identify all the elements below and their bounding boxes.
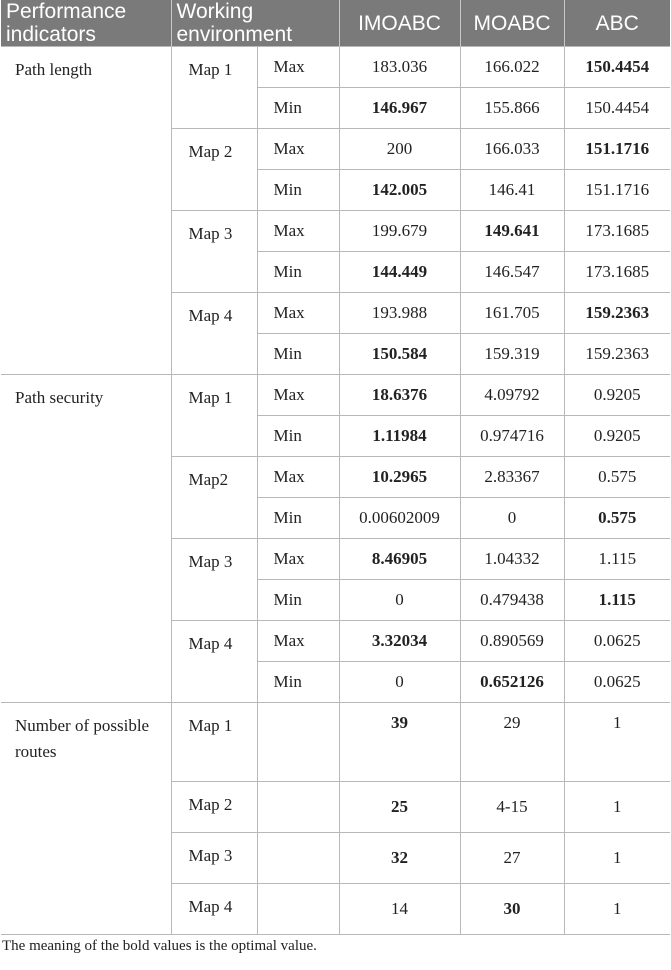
value-cell-abc: 0.575 <box>564 498 670 539</box>
map-cell: Map 2 <box>171 129 257 211</box>
header-performance-indicators: Performance indicators <box>1 0 171 47</box>
value-cell-imoabc: 3.32034 <box>339 621 460 662</box>
value-cell-moabc: 166.022 <box>460 47 564 88</box>
value-cell-abc: 1 <box>564 703 670 782</box>
indicator-cell: Path security <box>1 375 171 703</box>
value-cell-abc: 173.1685 <box>564 211 670 252</box>
value-cell-moabc: 0.652126 <box>460 662 564 703</box>
stat-cell: Min <box>257 170 339 211</box>
value-cell-moabc: 146.41 <box>460 170 564 211</box>
header-row <box>1 0 670 47</box>
value-cell-abc: 0.9205 <box>564 375 670 416</box>
value-cell-imoabc: 14 <box>339 884 460 935</box>
value-cell-moabc: 29 <box>460 703 564 782</box>
stat-cell: Max <box>257 293 339 334</box>
value-cell-abc: 0.9205 <box>564 416 670 457</box>
value-cell-abc: 159.2363 <box>564 334 670 375</box>
value-cell-moabc: 2.83367 <box>460 457 564 498</box>
value-cell-imoabc: 10.2965 <box>339 457 460 498</box>
table-row <box>1 703 670 782</box>
value-cell-abc: 159.2363 <box>564 293 670 334</box>
value-cell-imoabc: 0.00602009 <box>339 498 460 539</box>
value-cell-moabc: 4.09792 <box>460 375 564 416</box>
stat-cell <box>257 884 339 935</box>
value-cell-abc: 150.4454 <box>564 47 670 88</box>
value-cell-moabc: 30 <box>460 884 564 935</box>
value-cell-imoabc: 39 <box>339 703 460 782</box>
value-cell-moabc: 27 <box>460 833 564 884</box>
stat-cell: Min <box>257 662 339 703</box>
header-method-abc: ABC <box>564 0 670 47</box>
value-cell-abc: 1 <box>564 884 670 935</box>
stat-cell: Min <box>257 416 339 457</box>
value-cell-abc: 151.1716 <box>564 170 670 211</box>
value-cell-imoabc: 199.679 <box>339 211 460 252</box>
value-cell-imoabc: 144.449 <box>339 252 460 293</box>
value-cell-abc: 1.115 <box>564 580 670 621</box>
value-cell-abc: 0.575 <box>564 457 670 498</box>
value-cell-abc: 1.115 <box>564 539 670 580</box>
value-cell-imoabc: 193.988 <box>339 293 460 334</box>
stat-cell: Max <box>257 129 339 170</box>
value-cell-abc: 150.4454 <box>564 88 670 129</box>
table-row <box>1 47 670 88</box>
map-cell: Map 3 <box>171 833 257 884</box>
value-cell-imoabc: 0 <box>339 662 460 703</box>
value-cell-moabc: 0.974716 <box>460 416 564 457</box>
map-cell: Map 2 <box>171 782 257 833</box>
stat-cell: Max <box>257 47 339 88</box>
map-cell: Map 1 <box>171 703 257 782</box>
indicator-cell: Path length <box>1 47 171 375</box>
value-cell-abc: 173.1685 <box>564 252 670 293</box>
value-cell-moabc: 146.547 <box>460 252 564 293</box>
header-method-moabc: MOABC <box>460 0 564 47</box>
stat-cell: Min <box>257 252 339 293</box>
value-cell-imoabc: 8.46905 <box>339 539 460 580</box>
value-cell-imoabc: 1.11984 <box>339 416 460 457</box>
value-cell-imoabc: 18.6376 <box>339 375 460 416</box>
value-cell-imoabc: 200 <box>339 129 460 170</box>
stat-cell: Min <box>257 88 339 129</box>
map-cell: Map 3 <box>171 539 257 621</box>
map-cell: Map 3 <box>171 211 257 293</box>
value-cell-imoabc: 0 <box>339 580 460 621</box>
stat-cell <box>257 833 339 884</box>
value-cell-imoabc: 150.584 <box>339 334 460 375</box>
value-cell-abc: 0.0625 <box>564 662 670 703</box>
header-method-imoabc: IMOABC <box>339 0 460 47</box>
results-table <box>1 0 670 935</box>
value-cell-moabc: 0.479438 <box>460 580 564 621</box>
value-cell-moabc: 159.319 <box>460 334 564 375</box>
value-cell-moabc: 155.866 <box>460 88 564 129</box>
map-cell: Map 4 <box>171 293 257 375</box>
table-row <box>1 375 670 416</box>
value-cell-moabc: 149.641 <box>460 211 564 252</box>
value-cell-imoabc: 32 <box>339 833 460 884</box>
map-cell: Map 1 <box>171 375 257 457</box>
map-cell: Map2 <box>171 457 257 539</box>
value-cell-abc: 151.1716 <box>564 129 670 170</box>
value-cell-abc: 1 <box>564 833 670 884</box>
value-cell-imoabc: 142.005 <box>339 170 460 211</box>
header-working-environment: Working environment <box>171 0 339 47</box>
value-cell-abc: 1 <box>564 782 670 833</box>
value-cell-moabc: 0 <box>460 498 564 539</box>
stat-cell: Max <box>257 539 339 580</box>
value-cell-moabc: 0.890569 <box>460 621 564 662</box>
map-cell: Map 4 <box>171 884 257 935</box>
value-cell-moabc: 166.033 <box>460 129 564 170</box>
value-cell-imoabc: 146.967 <box>339 88 460 129</box>
stat-cell <box>257 703 339 782</box>
stat-cell: Max <box>257 457 339 498</box>
value-cell-moabc: 4-15 <box>460 782 564 833</box>
stat-cell: Max <box>257 621 339 662</box>
value-cell-abc: 0.0625 <box>564 621 670 662</box>
stat-cell: Max <box>257 375 339 416</box>
table-footnote: The meaning of the bold values is the optimal value. <box>2 938 317 954</box>
value-cell-moabc: 161.705 <box>460 293 564 334</box>
stat-cell: Min <box>257 580 339 621</box>
table-body <box>1 47 670 935</box>
stat-cell <box>257 782 339 833</box>
value-cell-imoabc: 183.036 <box>339 47 460 88</box>
value-cell-moabc: 1.04332 <box>460 539 564 580</box>
indicator-cell: Number of possible routes <box>1 703 171 935</box>
value-cell-imoabc: 25 <box>339 782 460 833</box>
stat-cell: Min <box>257 498 339 539</box>
map-cell: Map 4 <box>171 621 257 703</box>
stat-cell: Max <box>257 211 339 252</box>
map-cell: Map 1 <box>171 47 257 129</box>
stat-cell: Min <box>257 334 339 375</box>
